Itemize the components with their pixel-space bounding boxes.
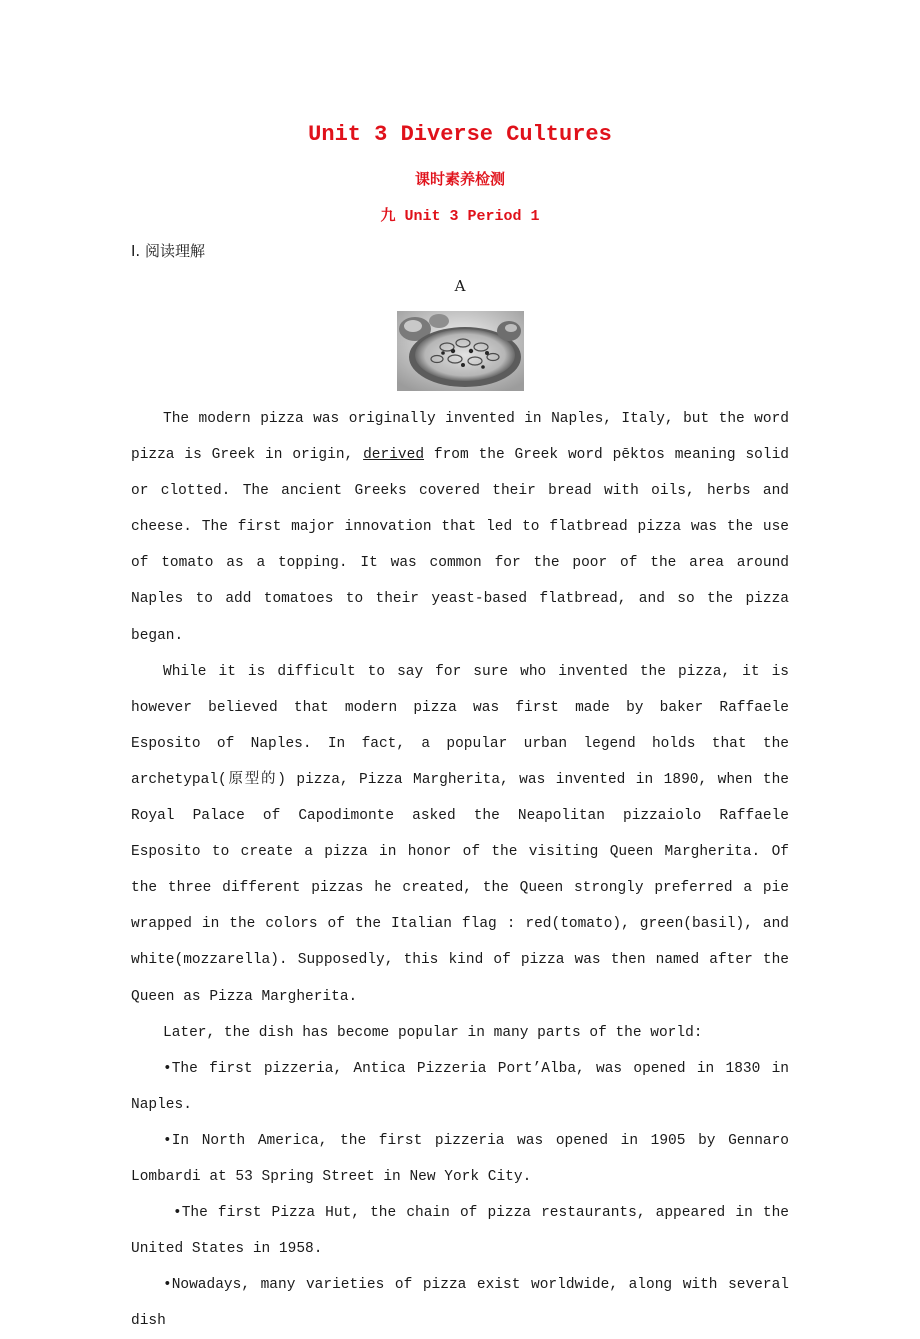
paragraph-3: Later, the dish has become popular in many parts of the world: <box>163 1024 703 1041</box>
paragraph-1 <box>131 401 789 654</box>
paragraph-1-rest: from the Greek word pēktos meaning solid or clotted. The ancient Greeks covered their bread with oils, herbs and cheese. The first major innovation that led to flatbread pizza was the use of tomato as a topping. It was common for the poor of the area around Naples to add tomatoes to their yeast-based flatbread, and so the pizza began. <box>131 447 789 644</box>
section-heading: Ⅰ. 阅读理解 <box>131 242 205 260</box>
bullet-item: •Nowadays, many varieties of pizza exist worldwide, along with several dish <box>131 1277 789 1330</box>
lesson-subtitle: 课时素养检测 <box>414 170 505 188</box>
bullet-item: •The first pizzeria, Antica Pizzeria Port’Alba, was opened in 1830 in Naples. <box>131 1060 789 1113</box>
unit-title: Unit 3 Diverse Cultures <box>308 122 612 147</box>
bullet-item: •The first Pizza Hut, the chain of pizza restaurants, appeared in the United States in 1958. <box>131 1205 789 1258</box>
passage-body <box>131 401 789 1339</box>
underlined-word: derived <box>363 447 425 464</box>
paragraph-2: While it is difficult to say for sure who invented the pizza, it is however believed that modern pizza was first made by baker Raffaele Esposito of Naples. In fact, a popular urban legend holds that the archetypal(原型的) pizza, Pizza Margherita, was invented in 1890, when the Royal Palace of Capodimonte asked the Neapolitan pizzaiolo Raffaele Esposito to create a pizza in honor of the visiting Queen Margherita. Of the three different pizzas he created, the Queen strongly preferred a pie wrapped in the colors of the Italian flag : red(tomato), green(basil), and white(mozzarella). Supposedly, this kind of pizza was then named after the Queen as Pizza Margherita. <box>131 663 789 1005</box>
period-heading: 九 Unit 3 Period 1 <box>380 208 540 225</box>
pizza-photo-icon <box>397 311 524 391</box>
passage-label: A <box>454 277 466 295</box>
paragraph-1-start: The modern pizza was originally invented in Naples, Italy, but the word pizza is Greek in origin, <box>131 411 789 464</box>
bullet-item: •In North America, the first pizzeria was opened in 1905 by Gennaro Lombardi at 53 Spring Street in New York City. <box>131 1132 789 1185</box>
